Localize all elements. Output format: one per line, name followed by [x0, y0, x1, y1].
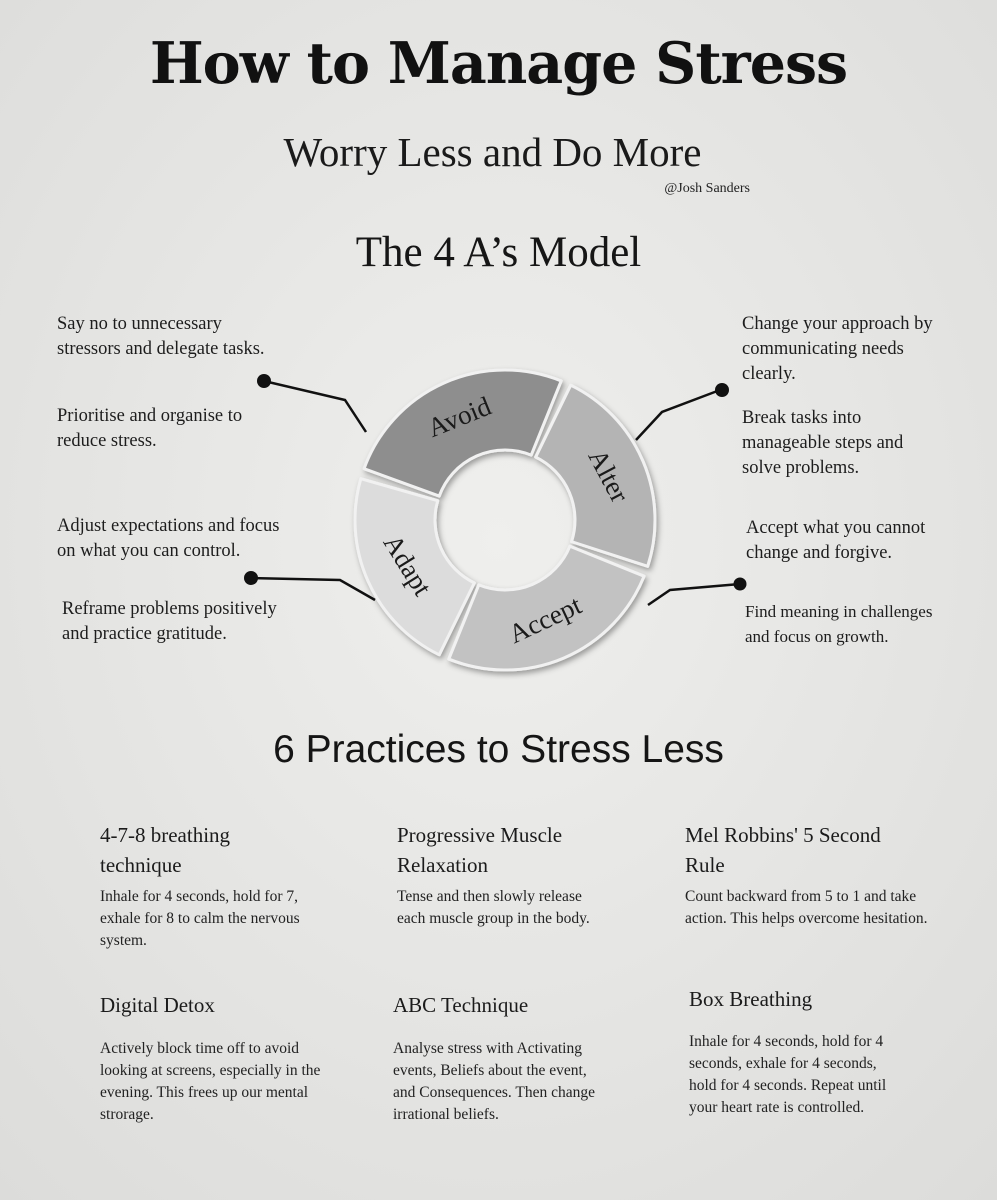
- wheel-label-alter: Alter: [582, 444, 635, 508]
- adapt-text-2: Reframe problems positively and practice gratitude.: [62, 599, 277, 644]
- practice-1-desc: Inhale for 4 seconds, hold for 7, exhale for 8 to calm the nervous system.: [100, 888, 300, 949]
- practice-5-title: ABC Technique: [393, 993, 529, 1017]
- wheel-label-avoid: Avoid: [423, 390, 496, 444]
- practice-2-desc: Tense and then slowly release each muscle group in the body.: [397, 888, 590, 927]
- page-title: How to Manage Stress: [149, 30, 848, 97]
- four-as-wheel: [340, 360, 670, 680]
- practice-5-desc: Analyse stress with Activating events, Beliefs about the event, and Consequences. Then change irrational beliefs.: [393, 1040, 596, 1123]
- alter-dot-icon: [715, 383, 729, 397]
- adapt-text-1: Adjust expectations and focus on what you can control.: [57, 516, 280, 561]
- practice-3-title: Mel Robbins' 5 Second Rule: [685, 823, 881, 877]
- page-subtitle: Worry Less and Do More: [283, 129, 702, 175]
- avoid-text-2: Prioritise and organise to reduce stress.: [57, 406, 243, 451]
- practice-3-desc: Count backward from 5 to 1 and take action. This helps overcome hesitation.: [685, 888, 928, 927]
- wheel-segment-avoid: [364, 370, 561, 496]
- wheel-label-adapt: Adapt: [377, 529, 438, 601]
- practice-6-desc: Inhale for 4 seconds, hold for 4 seconds, exhale for 4 seconds, hold for 4 seconds. Repeat until your heart rate is controlled.: [689, 1033, 887, 1116]
- avoid-text-1: Say no to unnecessary stressors and delegate tasks.: [57, 314, 265, 359]
- practices-heading: 6 Practices to Stress Less: [273, 728, 724, 771]
- practice-4-desc: Actively block time off to avoid looking at screens, especially in the evening. This frees up our mental strorage.: [100, 1040, 321, 1123]
- practice-2-title: Progressive Muscle Relaxation: [397, 823, 563, 877]
- accept-text-2: Find meaning in challenges and focus on growth.: [745, 602, 933, 646]
- accept-text-1: Accept what you cannot change and forgive.: [746, 518, 926, 563]
- model-heading: The 4 A’s Model: [355, 229, 642, 276]
- avoid-dot-icon: [257, 374, 271, 388]
- practice-4-title: Digital Detox: [100, 993, 215, 1017]
- accept-dot-icon: [734, 578, 747, 591]
- adapt-dot-icon: [244, 571, 258, 585]
- author-credit: @Josh Sanders: [664, 181, 750, 196]
- practice-6-title: Box Breathing: [689, 987, 813, 1011]
- practice-1-title: 4-7-8 breathing technique: [100, 823, 231, 877]
- alter-text-1: Change your approach by communicating needs clearly.: [742, 314, 933, 384]
- wheel-label-accept: Accept: [504, 589, 587, 650]
- alter-text-2: Break tasks into manageable steps and solve problems.: [742, 408, 904, 478]
